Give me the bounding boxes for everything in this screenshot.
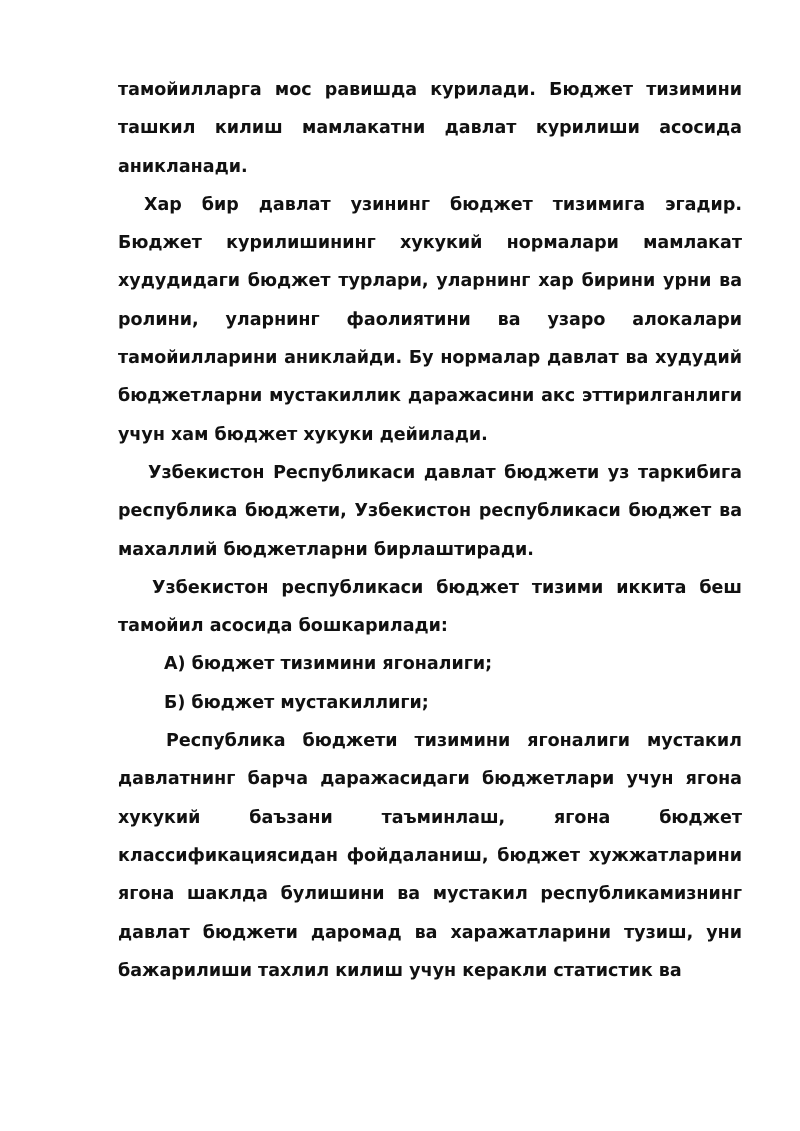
paragraph-1: тамойилларга мос равишда курилади. Бюджет тизимини ташкил килиш мамлакатни давлат курилиши асосида аникланади. — [118, 80, 742, 177]
document-body — [118, 71, 742, 990]
list-item-a: А) бюджет тизимини ягоналиги; — [164, 654, 493, 675]
list-item-b: Б) бюджет мустакиллиги; — [164, 692, 429, 713]
paragraph-4: Узбекистон республикаси бюджет тизими иккита беш тамойил асосида бошкарилади: — [118, 577, 742, 637]
paragraph-3: Узбекистон Республикаси давлат бюджети уз таркибига республика бюджети, Узбекистон республикаси бюджет ва махаллий бюджетларни бирлаштиради. — [118, 462, 742, 560]
paragraph-5: Республика бюджети тизимини ягоналиги мустакил давлатнинг барча даражасидаги бюджетлари учун ягона хукукий баъзани таъминлаш, ягона бюджет классификациясидан фойдаланиш, бюджет хужжатларини ягона шаклда булишини ва мустакил республикамизнинг давлат бюджети даромад ва харажатларини тузиш, уни бажарилиши тахлил килиш учун керакли статистик ва — [118, 731, 742, 981]
paragraph-2: Хар бир давлат узининг бюджет тизимига эгадир. Бюджет курилишининг хукукий нормалари мамлакат худудидаги бюджет турлари, уларнинг хар бирини урни ва ролини, уларнинг фаолиятини ва узаро алокалари тамойилларини аниклайди. Бу нормалар давлат ва худудий бюджетларни мустакиллик даражасини акс эттирилганлиги учун хам бюджет хукуки дейилади. — [118, 194, 742, 445]
